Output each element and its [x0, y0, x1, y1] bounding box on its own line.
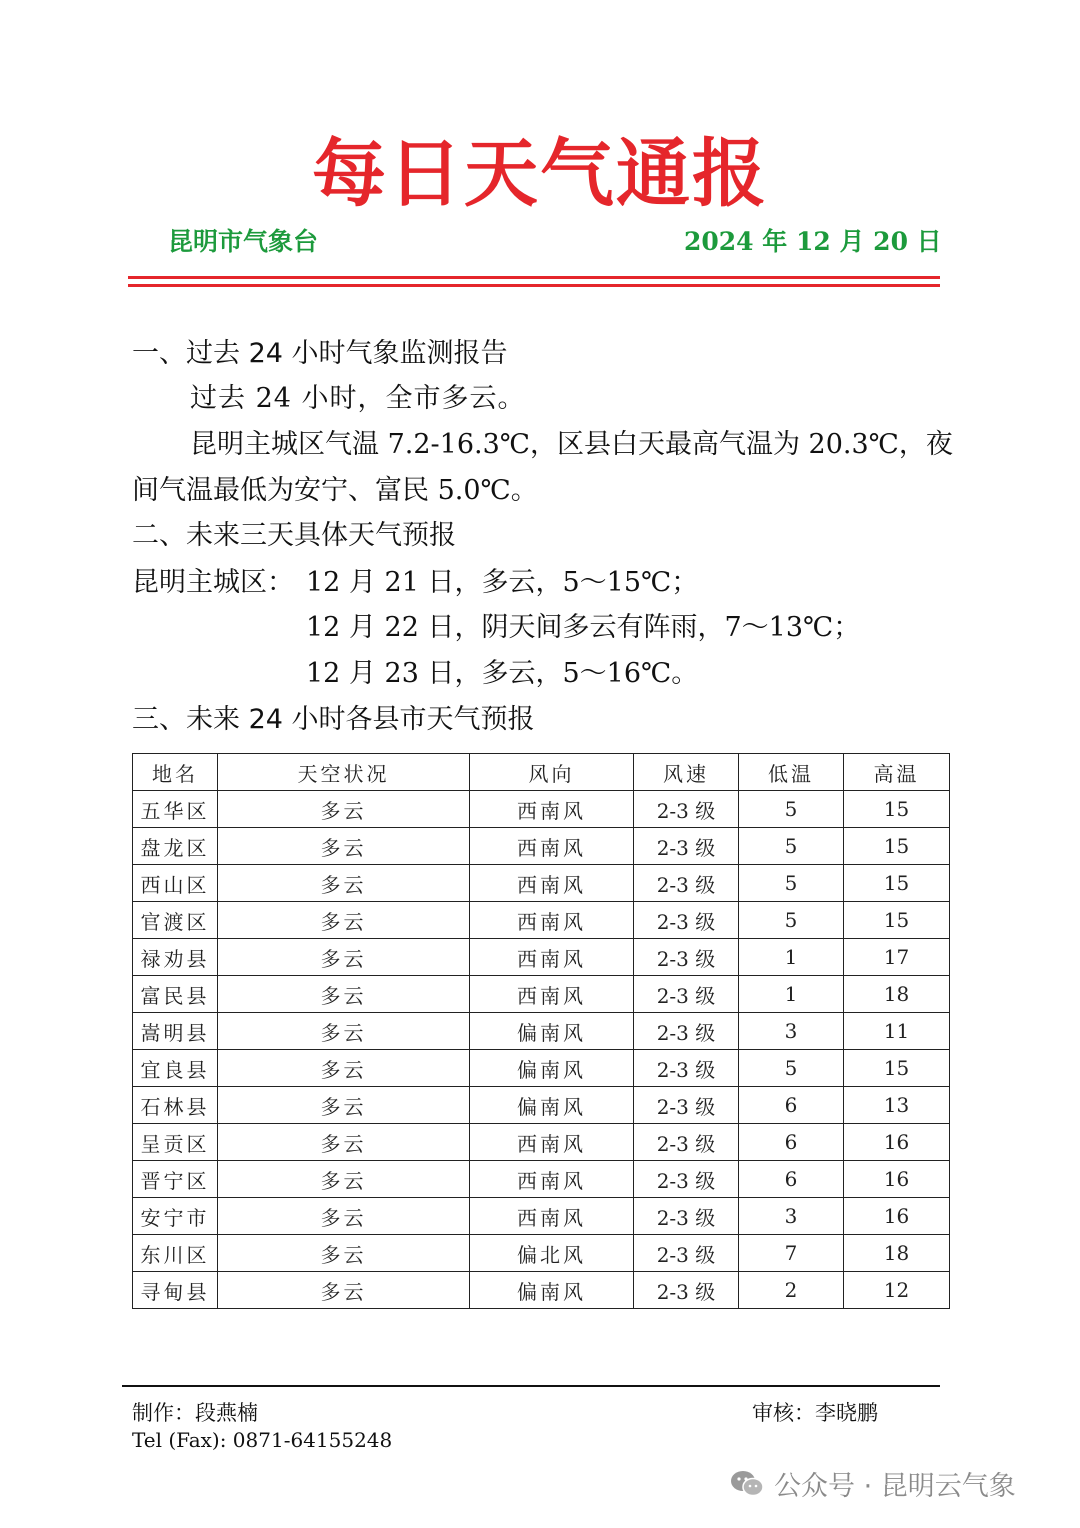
footer-tel: Tel (Fax): 0871-64155248 [132, 1428, 393, 1452]
cell-sky: 多云 [218, 1161, 470, 1198]
cell-location: 嵩明县 [133, 1013, 218, 1050]
cell-wind-speed: 2-3 级 [634, 1235, 739, 1272]
watermark-text: 公众号 · 昆明云气象 [774, 1471, 1016, 1502]
footer-reviewer: 审核：李晓鹏 [752, 1401, 878, 1425]
cell-wind-speed: 2-3 级 [634, 1198, 739, 1235]
wechat-icon [730, 1470, 764, 1498]
forecast-day2: 12 月 22 日，阴天间多云有阵雨，7～13℃； [306, 612, 861, 643]
cell-location: 安宁市 [133, 1198, 218, 1235]
header-divider-bottom [128, 284, 940, 287]
cell-high-temp: 17 [844, 939, 950, 976]
table-row [133, 1272, 950, 1309]
cell-sky: 多云 [218, 828, 470, 865]
header-location: 地名 [133, 754, 218, 791]
cell-wind-direction: 偏南风 [470, 1050, 634, 1087]
cell-sky: 多云 [218, 865, 470, 902]
cell-low-temp: 3 [739, 1013, 844, 1050]
cell-location: 宜良县 [133, 1050, 218, 1087]
header-low-temp: 低温 [739, 754, 844, 791]
cell-location: 官渡区 [133, 902, 218, 939]
forecast-day3: 12 月 23 日，多云，5～16℃。 [306, 658, 699, 689]
cell-wind-speed: 2-3 级 [634, 1272, 739, 1309]
cell-low-temp: 7 [739, 1235, 844, 1272]
cell-high-temp: 15 [844, 865, 950, 902]
cell-location: 石林县 [133, 1087, 218, 1124]
cell-wind-direction: 偏南风 [470, 1013, 634, 1050]
table-row [133, 976, 950, 1013]
cell-wind-direction: 西南风 [470, 865, 634, 902]
cell-low-temp: 6 [739, 1161, 844, 1198]
cell-wind-speed: 2-3 级 [634, 939, 739, 976]
cell-high-temp: 16 [844, 1124, 950, 1161]
table-row [133, 1013, 950, 1050]
cell-sky: 多云 [218, 1198, 470, 1235]
issuing-organization: 昆明市气象台 [168, 227, 319, 256]
cell-location: 东川区 [133, 1235, 218, 1272]
cell-wind-direction: 西南风 [470, 791, 634, 828]
header-wind-direction: 风向 [470, 754, 634, 791]
table-row [133, 1198, 950, 1235]
cell-low-temp: 3 [739, 1198, 844, 1235]
table-row [133, 828, 950, 865]
cell-sky: 多云 [218, 976, 470, 1013]
cell-location: 寻甸县 [133, 1272, 218, 1309]
table-row [133, 939, 950, 976]
cell-low-temp: 5 [739, 828, 844, 865]
section1-paragraph2-line2: 间气温最低为安宁、富民 5.0℃。 [132, 475, 538, 506]
cell-wind-speed: 2-3 级 [634, 1124, 739, 1161]
cell-wind-speed: 2-3 级 [634, 828, 739, 865]
cell-high-temp: 16 [844, 1198, 950, 1235]
cell-low-temp: 6 [739, 1124, 844, 1161]
cell-low-temp: 6 [739, 1087, 844, 1124]
cell-wind-speed: 2-3 级 [634, 791, 739, 828]
report-title: 每日天气通报 [312, 131, 768, 217]
cell-wind-direction: 西南风 [470, 976, 634, 1013]
cell-sky: 多云 [218, 1013, 470, 1050]
cell-wind-speed: 2-3 级 [634, 865, 739, 902]
cell-low-temp: 5 [739, 902, 844, 939]
section2-heading: 二、未来三天具体天气预报 [132, 520, 456, 551]
section1-paragraph2-line1: 昆明主城区气温 7.2-16.3℃，区县白天最高气温为 20.3℃，夜 [190, 429, 953, 460]
footer-divider [122, 1385, 940, 1387]
table-row [133, 1050, 950, 1087]
cell-low-temp: 1 [739, 976, 844, 1013]
cell-low-temp: 5 [739, 865, 844, 902]
cell-wind-direction: 西南风 [470, 1161, 634, 1198]
cell-wind-speed: 2-3 级 [634, 1087, 739, 1124]
cell-sky: 多云 [218, 1050, 470, 1087]
cell-sky: 多云 [218, 939, 470, 976]
cell-sky: 多云 [218, 902, 470, 939]
cell-location: 禄劝县 [133, 939, 218, 976]
table-row [133, 1235, 950, 1272]
cell-low-temp: 2 [739, 1272, 844, 1309]
cell-wind-speed: 2-3 级 [634, 1050, 739, 1087]
header-high-temp: 高温 [844, 754, 950, 791]
watermark [730, 1464, 1016, 1503]
cell-sky: 多云 [218, 1087, 470, 1124]
header-sky: 天空状况 [218, 754, 470, 791]
cell-location: 西山区 [133, 865, 218, 902]
section1-heading: 一、过去 24 小时气象监测报告 [132, 338, 508, 369]
table-row [133, 1087, 950, 1124]
county-forecast-table [132, 753, 950, 1309]
cell-sky: 多云 [218, 1235, 470, 1272]
cell-low-temp: 1 [739, 939, 844, 976]
cell-high-temp: 18 [844, 1235, 950, 1272]
report-date: 2024 年 12 月 20 日 [684, 227, 942, 256]
cell-wind-speed: 2-3 级 [634, 1161, 739, 1198]
cell-wind-direction: 西南风 [470, 902, 634, 939]
cell-sky: 多云 [218, 791, 470, 828]
cell-high-temp: 15 [844, 828, 950, 865]
cell-wind-direction: 西南风 [470, 1124, 634, 1161]
cell-high-temp: 15 [844, 1050, 950, 1087]
cell-high-temp: 16 [844, 1161, 950, 1198]
cell-wind-speed: 2-3 级 [634, 976, 739, 1013]
cell-low-temp: 5 [739, 1050, 844, 1087]
cell-wind-direction: 偏南风 [470, 1272, 634, 1309]
cell-high-temp: 15 [844, 791, 950, 828]
cell-high-temp: 12 [844, 1272, 950, 1309]
table-row [133, 791, 950, 828]
cell-wind-speed: 2-3 级 [634, 902, 739, 939]
forecast-day1: 12 月 21 日，多云，5～15℃； [306, 567, 699, 598]
cell-wind-direction: 偏南风 [470, 1087, 634, 1124]
section1-paragraph1: 过去 24 小时，全市多云。 [190, 383, 526, 414]
table-row [133, 1124, 950, 1161]
header-wind-speed: 风速 [634, 754, 739, 791]
cell-location: 呈贡区 [133, 1124, 218, 1161]
cell-sky: 多云 [218, 1272, 470, 1309]
cell-location: 五华区 [133, 791, 218, 828]
cell-location: 晋宁区 [133, 1161, 218, 1198]
cell-high-temp: 11 [844, 1013, 950, 1050]
forecast-area-label: 昆明主城区： [132, 567, 294, 598]
cell-wind-direction: 偏北风 [470, 1235, 634, 1272]
table-row [133, 902, 950, 939]
table-header-row [133, 754, 950, 791]
table-row [133, 1161, 950, 1198]
cell-high-temp: 15 [844, 902, 950, 939]
section3-heading: 三、未来 24 小时各县市天气预报 [132, 704, 535, 735]
header-divider-top [128, 276, 940, 279]
cell-wind-direction: 西南风 [470, 828, 634, 865]
cell-wind-direction: 西南风 [470, 1198, 634, 1235]
cell-high-temp: 18 [844, 976, 950, 1013]
cell-wind-direction: 西南风 [470, 939, 634, 976]
cell-high-temp: 13 [844, 1087, 950, 1124]
cell-location: 富民县 [133, 976, 218, 1013]
cell-low-temp: 5 [739, 791, 844, 828]
table-row [133, 865, 950, 902]
cell-sky: 多云 [218, 1124, 470, 1161]
cell-wind-speed: 2-3 级 [634, 1013, 739, 1050]
footer-maker: 制作：段燕楠 [132, 1401, 258, 1425]
cell-location: 盘龙区 [133, 828, 218, 865]
